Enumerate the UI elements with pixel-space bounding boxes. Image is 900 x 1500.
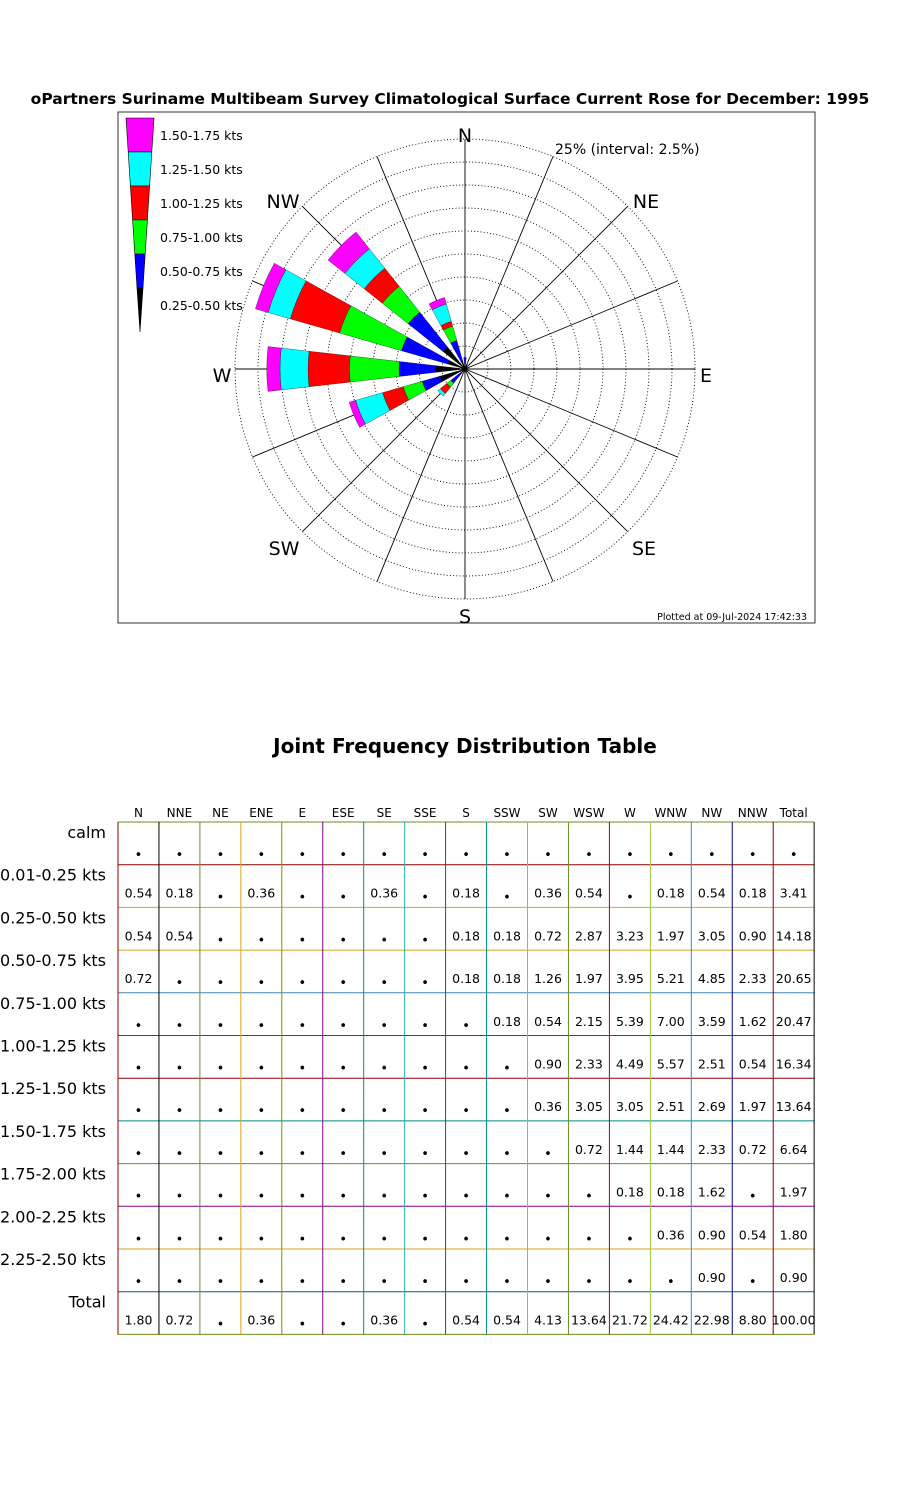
table-cell: • [339,848,348,863]
table-cell: 0.90 [534,1056,562,1072]
table-cell: 4.49 [615,1056,644,1072]
table-cell: • [380,1061,389,1077]
compass-label-w: W [212,365,232,387]
table-cell: • [339,1061,348,1077]
column-header: SSE [413,806,437,820]
table-cell: • [585,1275,593,1290]
table-cell: • [175,1232,184,1248]
table-cell: • [585,1232,593,1248]
table-cell: • [626,1232,634,1248]
table-cell: 22.98 [693,1312,730,1328]
table-cell: • [216,933,225,949]
table-cell: 0.54 [738,1056,767,1072]
table-cell: • [257,1146,266,1162]
table-cell: • [421,1018,429,1034]
column-header: SSW [493,806,521,820]
table-cell: 1.97 [779,1184,808,1200]
column-header: NW [701,806,723,820]
legend-swatch [128,152,152,186]
table-cell: • [503,1104,511,1120]
table-cell: • [380,1189,389,1205]
table-cell: • [585,848,593,863]
row-label: 0.25-0.50 kts [0,908,106,928]
table-cell: 0.54 [493,1312,521,1328]
table-cell: 1.62 [697,1184,726,1200]
row-label: 1.00-1.25 kts [0,1036,106,1056]
table-cell: • [257,1018,266,1034]
row-label: Total [68,1292,106,1312]
table-cell: • [421,1275,429,1290]
table-cell: • [380,848,389,863]
table-cell: • [707,848,716,863]
grid-spoke [465,157,553,370]
table-cell: • [339,890,348,906]
grid-spoke [465,281,678,369]
table-cell: • [462,1232,470,1248]
table-cell: • [666,848,675,863]
legend-label: 0.25-0.50 kts [160,298,243,313]
compass-label-nw: NW [266,191,300,213]
table-cell: • [257,1061,266,1077]
table-cell: 0.90 [779,1270,808,1285]
table-cell: • [544,1189,552,1205]
compass-label-sw: SW [268,538,300,560]
column-header: NE [212,806,229,820]
column-header: SW [538,806,558,820]
table-cell: 20.65 [775,971,812,987]
table-cell: 3.23 [615,928,644,944]
rose-wedge-ssw [463,372,465,374]
table-cell: 0.36 [534,1099,562,1115]
table-cell: • [298,1189,307,1205]
table-cell: 0.18 [452,885,481,901]
table-cell: • [503,1189,511,1205]
table-cell: • [134,1104,143,1120]
table-cell: • [298,1232,307,1248]
rose-wedge-w [399,362,436,377]
table-cell: 3.95 [615,971,644,987]
column-header: SE [376,806,392,820]
table-cell: 1.26 [534,971,562,987]
table-cell: • [585,1189,593,1205]
table-cell: • [421,1061,429,1077]
legend [126,118,243,332]
table-cell: 0.54 [124,928,153,944]
table-cell: 0.18 [656,1184,685,1200]
table-cell: 6.64 [779,1141,808,1157]
legend-label: 1.25-1.50 kts [160,162,243,177]
table-cell: • [298,1061,307,1077]
table-cell: • [216,976,225,992]
table-cell: • [257,1189,266,1205]
table-cell: • [380,1232,389,1248]
table-cell: 0.54 [738,1227,767,1243]
table-cell: • [216,1018,225,1034]
table-cell: • [421,848,429,863]
column-header: NNE [166,806,193,820]
table-cell: • [544,1232,552,1248]
table-cell: • [421,1146,429,1162]
table-cell: • [339,1317,348,1333]
table-cell: 0.18 [493,1013,521,1029]
table-cell: • [175,1189,184,1205]
table-cell: 0.72 [534,928,562,944]
table-cell: 0.54 [452,1312,481,1328]
column-header: ENE [249,806,274,820]
table-cell: 13.64 [775,1099,812,1115]
table-cell: • [175,1061,184,1077]
table-cell: • [216,1232,225,1248]
table-cell: • [503,1061,511,1077]
table-cell: • [298,1018,307,1034]
legend-label: 1.50-1.75 kts [160,128,243,143]
row-label: 0.75-1.00 kts [0,993,106,1013]
table-cell: • [298,1275,307,1290]
grid-spoke [465,369,553,582]
table-cell: • [544,1146,552,1162]
table-cell: • [339,933,348,949]
table-cell: 24.42 [652,1312,689,1328]
table-cell: • [257,976,266,992]
table-cell: 1.97 [574,971,603,987]
table-cell: 0.18 [452,971,481,987]
wind-rose-chart [0,0,900,640]
table-cell: 0.18 [656,885,685,901]
table-cell: 2.33 [574,1056,603,1072]
table-cell: • [339,1189,348,1205]
legend-label: 0.75-1.00 kts [160,230,243,245]
table-cell: • [503,1146,511,1162]
table-cell: 1.80 [779,1227,808,1243]
table-cell: • [462,1018,470,1034]
table-cell: • [421,933,429,949]
table-cell: • [134,1232,143,1248]
table-cell: 100.00 [771,1312,816,1328]
table-cell: • [380,1146,389,1162]
rose-wedge-w [308,351,350,387]
table-cell: • [216,1146,225,1162]
table-cell: 0.72 [124,971,153,987]
table-cell: 0.54 [165,928,194,944]
table-cell: 0.72 [165,1312,194,1328]
table-cell: 5.57 [656,1056,685,1072]
compass-label-ne: NE [632,191,660,213]
table-cell: 1.44 [656,1141,685,1157]
legend-swatch [130,186,149,220]
table-cell: 0.54 [124,885,153,901]
table-cell: • [175,1275,184,1290]
table-cell: • [503,848,511,863]
table-cell: • [216,890,225,906]
table-cell: • [257,1104,266,1120]
table-cell: • [257,1232,266,1248]
grid-spoke [465,369,678,457]
table-cell: 13.64 [571,1312,607,1328]
table-cell: • [339,1146,348,1162]
rose-wedge-w [267,347,281,392]
row-label: 0.01-0.25 kts [0,865,106,885]
table-cell: 8.80 [738,1312,767,1328]
table-cell: • [462,1061,470,1077]
table-cell: 4.13 [534,1312,562,1328]
table-cell: • [748,848,757,863]
ring-scale-label: 25% (interval: 2.5%) [555,142,700,158]
table-cell: 4.85 [697,971,726,987]
row-label: 2.25-2.50 kts [0,1250,106,1269]
compass-label-se: SE [631,538,657,560]
table-cell: • [298,890,307,906]
table-cell: • [544,1275,552,1290]
plotted-at-label: Plotted at 09-Jul-2024 17:42:33 [657,612,807,623]
column-header: Total [779,806,808,820]
table-cell: 20.47 [775,1013,812,1029]
table-cell: • [134,1146,143,1162]
column-header: E [298,806,307,820]
table-title: Joint Frequency Distribution Table [273,734,657,758]
rose-wedge-n [464,357,467,364]
grid-spoke [465,369,628,532]
column-header: ESE [331,806,355,820]
column-header: S [462,806,470,820]
table-cell: • [421,1189,429,1205]
table-cell: • [421,1104,429,1120]
table-cell: 14.18 [775,928,812,944]
table-cell: 0.90 [697,1270,726,1285]
table-cell: 1.62 [738,1013,767,1029]
table-cell: • [339,976,348,992]
table-cell: 2.87 [574,928,603,944]
table-cell: 0.36 [247,885,276,901]
table-cell: 2.69 [697,1099,726,1115]
column-header: W [623,806,636,820]
table-cell: • [257,1275,266,1290]
table-cell: • [380,933,389,949]
table-cell: 3.05 [574,1099,603,1115]
compass-label-n: N [457,125,473,147]
table-cell: 1.44 [615,1141,644,1157]
table-cell: • [175,1146,184,1162]
table-cell: • [626,890,634,906]
table-cell: • [748,1189,757,1205]
table-cell: 0.36 [534,885,562,901]
table-cell: 0.54 [574,885,603,901]
table-cell: • [789,848,798,863]
table-cell: • [626,848,634,863]
table-cell: • [216,1104,225,1120]
compass-label-e: E [699,365,713,387]
table-cell: • [216,848,225,863]
table-cell: • [748,1275,757,1290]
table-cell: 0.54 [697,885,726,901]
table-cell: • [175,1104,184,1120]
table-cell: 2.33 [738,971,767,987]
table-cell: 0.90 [697,1227,726,1243]
table-cell: 0.18 [615,1184,644,1200]
table-cell: • [298,976,307,992]
table-cell: • [298,933,307,949]
table-cell: • [216,1061,225,1077]
table-cell: 0.18 [738,885,767,901]
table-cell: 0.18 [165,885,194,901]
row-label: 0.50-0.75 kts [0,951,106,971]
table-cell: • [298,1104,307,1120]
table-cell: • [257,848,266,863]
table-cell: • [462,848,470,863]
table-cell: • [339,1104,348,1120]
table-cell: 0.36 [247,1312,276,1328]
table-cell: 2.15 [574,1013,603,1029]
table-cell: 2.51 [697,1056,726,1072]
rose-wedge-wsw [422,376,442,390]
table-cell: 3.05 [615,1099,644,1115]
rose-wedge-s [465,371,466,373]
table-cell: 7.00 [656,1013,685,1029]
rose-wedge-w [280,348,309,390]
table-cell: 0.18 [452,928,481,944]
table-cell: • [216,1275,225,1290]
table-cell: 21.72 [612,1312,648,1328]
table-cell: 16.34 [775,1056,812,1072]
table-cell: 2.33 [697,1141,726,1157]
table-cell: • [134,848,143,863]
table-cell: • [216,1189,225,1205]
table-cell: • [134,1061,143,1077]
table-cell: 0.18 [493,971,521,987]
legend-swatch [133,220,148,254]
table-cell: • [339,1275,348,1290]
table-cell: • [175,1018,184,1034]
table-cell: 3.41 [779,885,808,901]
table-cell: • [421,1232,429,1248]
row-label: 1.50-1.75 kts [0,1121,106,1141]
legend-label: 1.00-1.25 kts [160,196,243,211]
column-header: WNW [654,806,688,820]
table-cell: • [380,1275,389,1290]
table-cell: • [421,890,429,906]
table-cell: 0.36 [370,885,399,901]
table-cell: • [339,1232,348,1248]
row-label: calm [67,823,106,842]
table-cell: 0.54 [534,1013,562,1029]
compass-label-s: S [458,606,472,628]
table-cell: • [134,1275,143,1290]
table-cell: 5.21 [656,971,685,987]
table-cell: 0.72 [574,1141,603,1157]
column-header: NNW [737,806,768,820]
legend-swatch [126,118,154,152]
table-cell: • [626,1275,634,1290]
table-cell: • [421,976,429,992]
table-cell: • [544,848,552,863]
table-cell: • [503,890,511,906]
table-cell: 0.90 [738,928,767,944]
joint-frequency-table [0,795,900,1355]
table-cell: 0.36 [656,1227,685,1243]
row-label: 1.75-2.00 kts [0,1164,106,1184]
table-cell: • [134,1189,143,1205]
table-cell: • [339,1018,348,1034]
column-header: WSW [573,806,605,820]
rose-wedge-w [349,356,399,382]
table-cell: • [462,1275,470,1290]
table-cell: • [380,1018,389,1034]
column-header: N [134,806,143,820]
table-cell: • [257,933,266,949]
table-cell: 0.18 [493,928,521,944]
table-cell: 3.59 [697,1013,726,1029]
row-label: 2.00-2.25 kts [0,1207,106,1227]
table-cell: 1.97 [656,928,685,944]
table-cell: • [503,1232,511,1248]
rose-title: oPartners Suriname Multibeam Survey Climatological Surface Current Rose for December: 1995 [30,90,870,108]
table-cell: 1.97 [738,1099,767,1115]
table-cell: 0.72 [738,1141,767,1157]
table-cell: • [380,976,389,992]
table-cell: • [298,1146,307,1162]
table-cell: 5.39 [615,1013,644,1029]
legend-swatch [135,254,145,288]
legend-swatch [137,288,143,332]
table-cell: • [421,1317,429,1333]
table-cell: • [462,1146,470,1162]
table-cell: • [503,1275,511,1290]
table-cell: • [380,1104,389,1120]
table-cell: • [462,1104,470,1120]
table-cell: • [462,1189,470,1205]
table-cell: 3.05 [697,928,726,944]
table-cell: • [134,1018,143,1034]
table-cell: • [298,848,307,863]
table-cell: • [175,848,184,863]
table-cell: • [666,1275,675,1290]
legend-label: 0.50-0.75 kts [160,264,243,279]
table-cell: 0.36 [370,1312,399,1328]
grid-spoke [465,206,628,369]
table-cell: • [216,1317,225,1333]
table-cell: 2.51 [656,1099,685,1115]
table-cell: • [298,1317,307,1333]
table-cell: • [175,976,184,992]
row-label: 1.25-1.50 kts [0,1079,106,1099]
table-cell: 1.80 [124,1312,153,1328]
